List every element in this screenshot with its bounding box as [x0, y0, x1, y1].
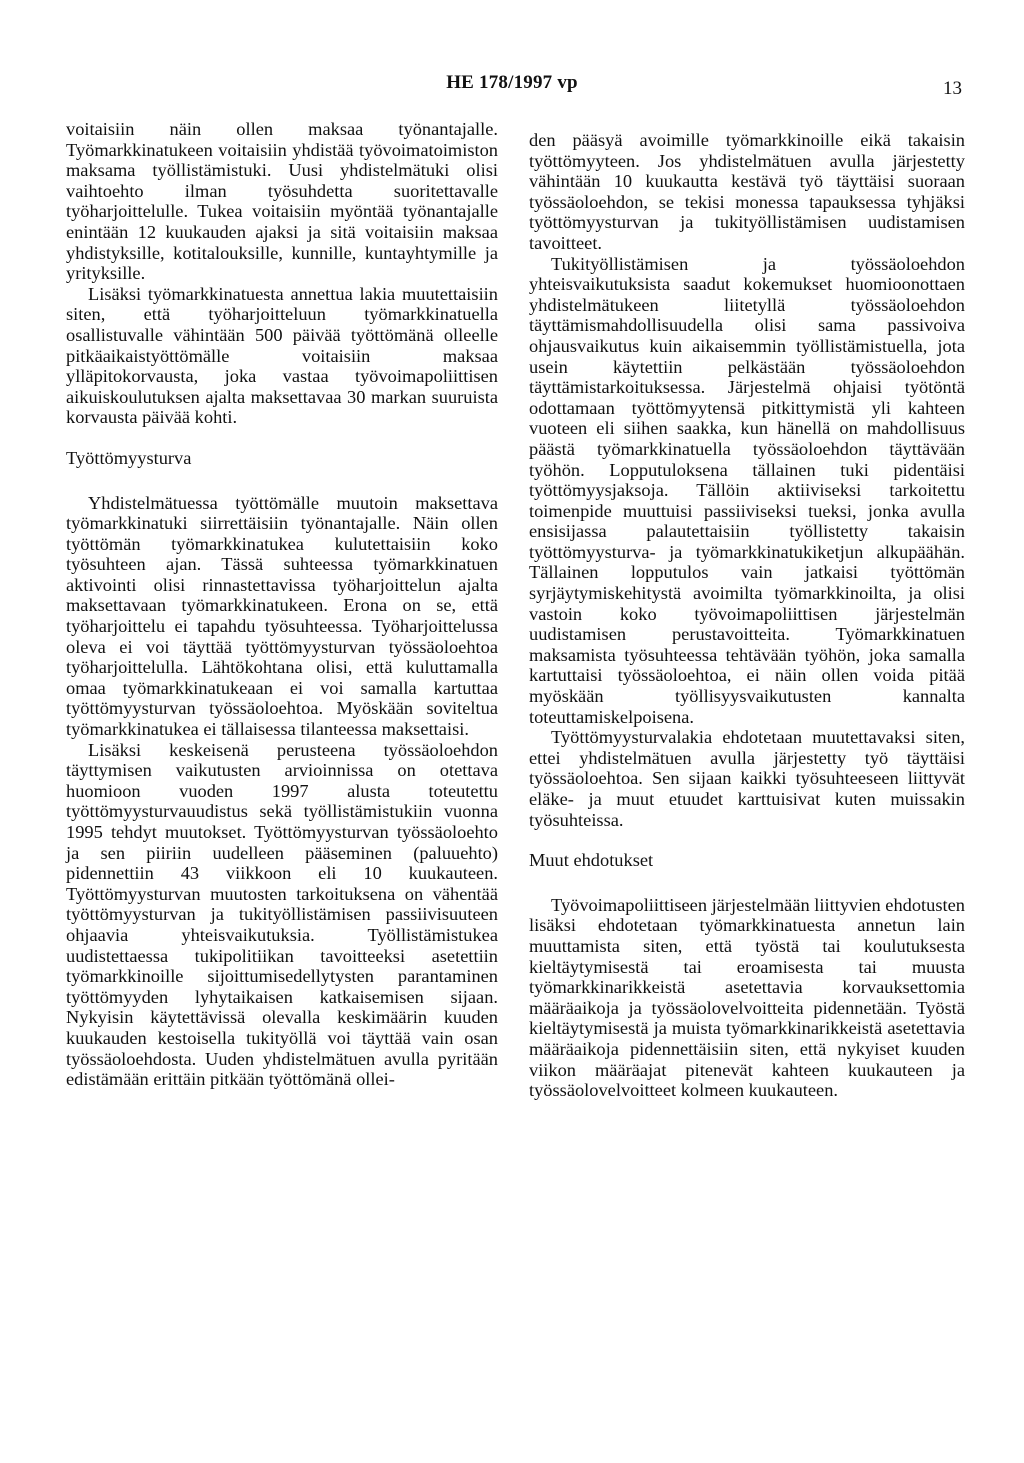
paragraph: den pääsyä avoimille työmarkkinoille eikä takaisin työttömyyteen. Jos yhdistelmätuen avulla järjestetty vähintään 10 kuukautta kestävä työ täyttäisi suoraan työssäoloehdon, se tekisi monessa tapauksessa tyhjäksi työttömyysturvan ja tukityöllistämisen uudistamisen tavoitteet. — [529, 130, 965, 253]
left-column — [66, 119, 498, 1090]
page-number: 13 — [943, 78, 962, 99]
section-heading: Työttömyysturva — [66, 447, 192, 468]
paragraph: Työvoimapoliittiseen järjestelmään liittyvien ehdotusten lisäksi ehdotetaan työmarkkinatuesta annetun lain muuttamista siten, että työstä tai koulutuksesta kieltäytymisestä tai eroamisesta tai muusta työmarkkinarikkeistä asetettavia korvauksettomia määräaikoja ja työssäolovelvoitteita pidennetään. Työstä kieltäytymisestä ja muista työmarkkinarikkeistä asetettavia määräaikoja pidennettäisiin siten, että nykyiset kuuden viikon määräajat pitenevät kahteen kuukauteen ja työssäolovelvoitteet kolmeen kuukauteen. — [529, 894, 965, 1101]
section-heading: Muut ehdotukset — [529, 850, 654, 871]
paragraph: Tukityöllistämisen ja työssäoloehdon yhteisvaikutuksista saadut kokemukset huomioonottaen yhdistelmätukeen liitetyllä työssäoloehdon täyttämismahdollisuudella olisi sama passivoiva ohjausvaikutus kuin aikaisemmin työllistämistuella, jota usein käytettiin pelkästään työssäoloehdon täyttämistarkoituksessa. Järjestelmä ohjaisi työtöntä odottamaan työttömyytensä pitkittymistä yli kahteen vuoteen eli siihen saakka, kun hänellä on mahdollisuus päästä työmarkkinatuella työssäoloehdon täyttävään työhön. Lopputuloksena tällainen tuki pidentäisi työttömyysjaksoja. Tällöin aktiiviseksi tarkoitettu toimenpide muuttuisi passiiviseksi tueksi, jonka avulla ensisijassa palautettaisiin työllistetty takaisin työttömyysturva- ja työmarkkinatukiketjun alkupäähän. Tällainen lopputulos vain jatkaisi työttömän syrjäytymiskehitystä avoimilta työmarkkinoilta, ja olisi vastoin koko työvoimapoliittisen järjestelmän uudistamisen perustavoitteita. Työmarkkinatuen maksamista työsuhteessa tehtävään työhön, joka samalla kartuttaisi työssäoloehtoa, ei näin ollen voida pitää myöskään työllisyysvaikutusten kannalta toteuttamiskelpoisena. — [529, 253, 965, 727]
document-id: HE 178/1997 vp — [446, 72, 578, 93]
paragraph: Yhdistelmätuessa työttömälle muutoin maksettava työmarkkinatuki siirrettäisiin työnantajalle. Näin ollen työttömän työmarkkinatukea kulutettaisiin koko työsuhteen ajan. Tässä suhteessa työmarkkinatuen aktivointi olisi rinnastettavissa työharjoittelun ajalta maksettavaan työmarkkinatukeen. Erona on se, että työharjoittelu ei tapahdu työsuhteessa. Työharjoittelussa oleva ei voi täyttää työttömyysturvan työssäoloehtoa työharjoittelulla. Lähtökohtana olisi, että kuluttamalla omaa työmarkkinatukeaan ei voi samalla kartuttaa työttömyysturvan työssäoloehtoa. Myöskään soviteltua työmarkkinatukea ei tällaisessa tilanteessa maksettaisi. — [66, 492, 498, 740]
paragraph: Lisäksi keskeisenä perusteena työssäoloehdon täyttymisen vaikutusten arvioinnissa on otettava huomioon vuoden 1997 alusta toteutettu työttömyysturvauudistus sekä työllistämistukiin vuonna 1995 tehdyt muutokset. Työttömyysturvan työssäoloehto ja sen piiriin uudelleen pääseminen (paluuehto) pidennettiin 43 viikkoon eli 10 kuukauteen. Työttömyysturvan muutosten tarkoituksena on vähentää työttömyysturvan ja tukityöllistämisen passiivisuuteen ohjaavia yhteisvaikutuksia. Työllistämistukea uudistettaessa tukipolitiikan tavoitteeksi asetettiin työmarkkinoille sijoittumisedellytysten parantaminen työttömyyden lyhytaikaisen katkaisemisen sijaan. Nykyisin käytettävissä olevalla keskimäärin kuuden kuukauden kestoisella tukityöllä voi täyttää vain osan työssäoloehdosta. Uuden yhdistelmätuen avulla pyritään edistämään erittäin pitkään työttömänä ollei- — [66, 739, 498, 1090]
paragraph: Lisäksi työmarkkinatuesta annettua lakia muutettaisiin siten, että työharjoitteluun työmarkkinatuella osallistuvalle vähintään 500 päivää työttömänä olleelle pitkäaikaistyöttömälle voitaisiin maksaa ylläpitokorvausta, joka vastaa työvoimapoliittisen aikuiskoulutuksen ajalta maksettavaa 30 markan suuruista korvausta päivää kohti. — [66, 283, 498, 428]
paragraph: voitaisiin näin ollen maksaa työnantajalle. Työmarkkinatukeen voitaisiin yhdistää työvoimatoimiston maksama työllistämistuki. Uusi yhdistelmätuki olisi vaihtoehto ilman työsuhdetta suoritettavalle työharjoittelulle. Tukea voitaisiin myöntää työnantajalle enintään 12 kuukauden ajaksi ja sitä voitaisiin maksaa yhdistyksille, kotitalouksille, kunnille, kuntayhtymille ja yrityksille. — [66, 119, 498, 284]
paragraph: Työttömyysturvalakia ehdotetaan muutettavaksi siten, ettei yhdistelmätuen avulla järjestetty työ täyttäisi työssäoloehtoa. Sen sijaan kaikki työsuhteeseen liittyvät eläke- ja muut etuudet karttuisivat kuten muissakin työsuhteissa. — [529, 727, 965, 830]
right-column — [529, 130, 965, 1101]
page-header — [0, 72, 1024, 102]
